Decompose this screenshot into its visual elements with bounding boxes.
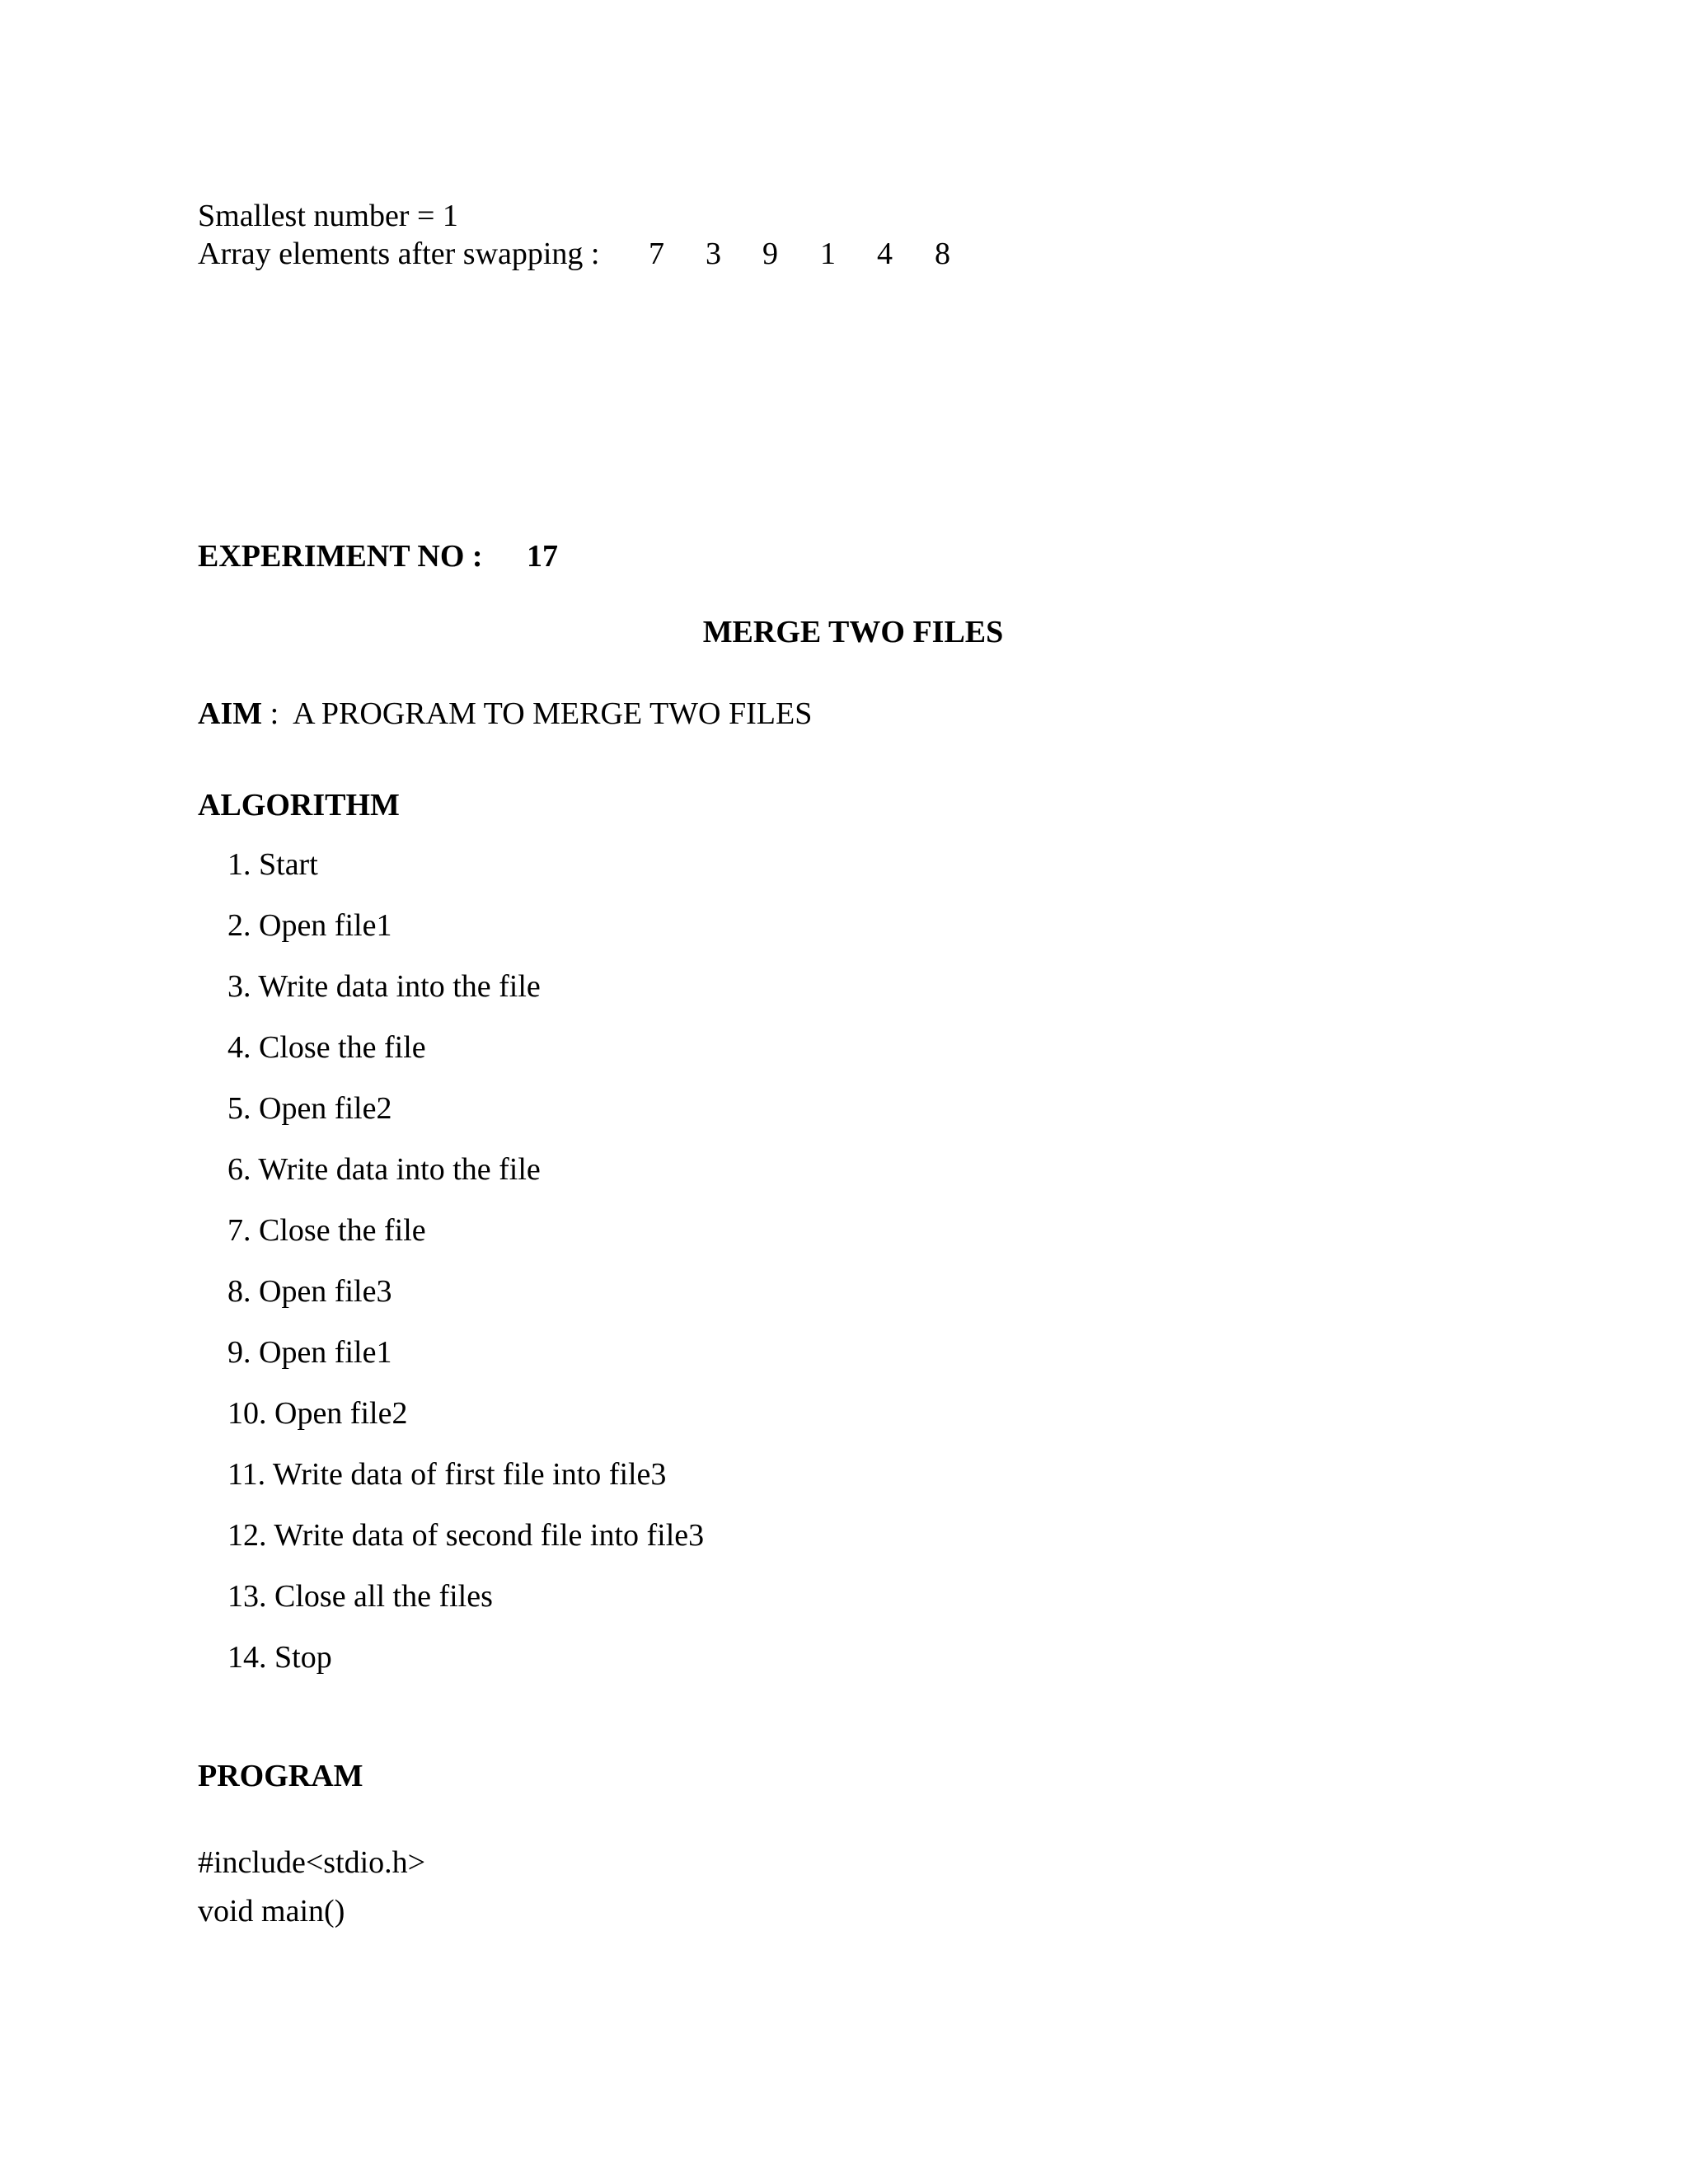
array-value: 8 [935,237,950,271]
algorithm-heading: ALGORITHM [198,788,400,823]
output-smallest-line: Smallest number = 1 [198,199,458,233]
array-value: 4 [877,237,893,271]
array-value: 3 [706,237,721,271]
algorithm-step: 13. Close all the files [227,1579,493,1614]
algorithm-step: 6. Write data into the file [227,1152,541,1187]
algorithm-step: 11. Write data of first file into file3 [227,1457,667,1492]
algorithm-step: 4. Close the file [227,1030,426,1065]
aim-label: AIM [198,696,263,731]
page-title: MERGE TWO FILES [702,615,1004,649]
code-line: #include<stdio.h> [198,1845,426,1880]
algorithm-step: 8. Open file3 [227,1274,392,1309]
algorithm-step: 5. Open file2 [227,1091,392,1126]
code-line: void main() [198,1894,345,1929]
aim-row [198,698,812,729]
algorithm-step: 3. Write data into the file [227,969,541,1004]
experiment-label: EXPERIMENT NO : [198,539,483,574]
output-array-label: Array elements after swapping : [198,237,600,271]
array-value: 7 [649,237,664,271]
algorithm-step: 1. Start [227,847,318,882]
array-value: 1 [820,237,836,271]
array-value: 9 [762,237,778,271]
algorithm-step: 12. Write data of second file into file3 [227,1518,705,1553]
algorithm-step: 2. Open file1 [227,908,392,943]
program-heading: PROGRAM [198,1759,363,1793]
algorithm-step: 10. Open file2 [227,1396,408,1431]
aim-text: A PROGRAM TO MERGE TWO FILES [293,696,813,731]
algorithm-step: 7. Close the file [227,1213,426,1248]
algorithm-step: 9. Open file1 [227,1335,392,1370]
experiment-number: 17 [527,539,558,574]
aim-separator: : [262,696,293,731]
algorithm-step: 14. Stop [227,1640,332,1675]
